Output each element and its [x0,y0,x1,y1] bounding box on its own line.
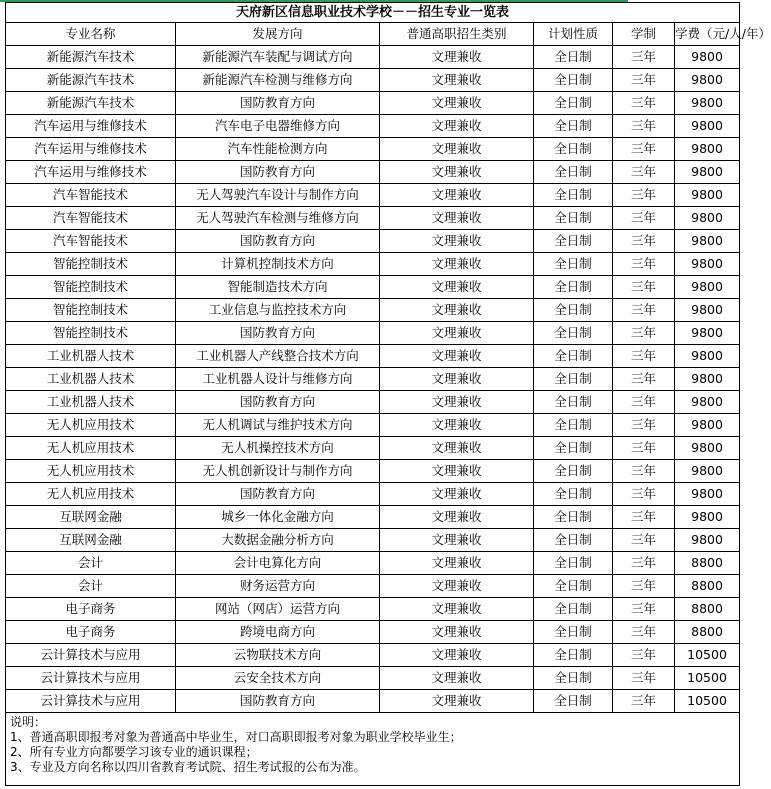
cell-category[interactable]: 文理兼收 [380,621,534,644]
cell-tuition[interactable]: 9800 [675,161,740,184]
cell-direction[interactable]: 网站（网店）运营方向 [176,598,380,621]
table-title[interactable]: 天府新区信息职业技术学校－－招生专业一览表 [6,3,740,23]
cell-direction[interactable]: 云物联技术方向 [176,644,380,667]
cell-plan-type[interactable]: 全日制 [534,46,613,69]
cell-plan-type[interactable]: 全日制 [534,276,613,299]
cell-plan-type[interactable]: 全日制 [534,230,613,253]
cell-major[interactable]: 互联网金融 [6,529,176,552]
cell-duration[interactable]: 三年 [613,667,675,690]
table-row [6,92,740,115]
cell-plan-type[interactable]: 全日制 [534,184,613,207]
cell-major[interactable]: 电子商务 [6,621,176,644]
cell-major[interactable]: 无人机应用技术 [6,414,176,437]
cell-duration[interactable]: 三年 [613,529,675,552]
cell-tuition[interactable]: 9800 [675,322,740,345]
cell-duration[interactable]: 三年 [613,437,675,460]
cell-tuition[interactable]: 9800 [675,460,740,483]
table-row [6,115,740,138]
cell-direction[interactable]: 会计电算化方向 [176,552,380,575]
cell-plan-type[interactable]: 全日制 [534,322,613,345]
cell-category[interactable]: 文理兼收 [380,207,534,230]
cell-category[interactable]: 文理兼收 [380,437,534,460]
note-line: 1、普通高职即报考对象为普通高中毕业生，对口高职即报考对象为职业学校毕业生； [10,730,462,744]
cell-major[interactable]: 互联网金融 [6,506,176,529]
cell-tuition[interactable]: 9800 [675,483,740,506]
cell-plan-type[interactable]: 全日制 [534,138,613,161]
header-category[interactable]: 普通高职招生类别 [380,23,534,46]
note-line: 3、专业及方向名称以四川省教育考试院、招生考试报的公布为准。 [10,760,366,774]
cell-major[interactable]: 汽车运用与维修技术 [6,115,176,138]
cell-duration[interactable]: 三年 [613,690,675,713]
cell-plan-type[interactable]: 全日制 [534,299,613,322]
notes-cell[interactable] [6,713,740,786]
cell-major[interactable]: 工业机器人技术 [6,368,176,391]
cell-plan-type[interactable]: 全日制 [534,345,613,368]
cell-duration[interactable]: 三年 [613,506,675,529]
cell-major[interactable]: 电子商务 [6,598,176,621]
cell-duration[interactable]: 三年 [613,460,675,483]
cell-major[interactable]: 新能源汽车技术 [6,69,176,92]
cell-major[interactable]: 无人机应用技术 [6,437,176,460]
cell-plan-type[interactable]: 全日制 [534,690,613,713]
cell-tuition[interactable]: 9800 [675,253,740,276]
cell-plan-type[interactable]: 全日制 [534,621,613,644]
cell-plan-type[interactable]: 全日制 [534,253,613,276]
cell-plan-type[interactable]: 全日制 [534,115,613,138]
notes-row [6,713,740,786]
table-row [6,368,740,391]
cell-major[interactable]: 云计算技术与应用 [6,644,176,667]
cell-duration[interactable]: 三年 [613,621,675,644]
cell-tuition[interactable]: 9800 [675,230,740,253]
cell-tuition[interactable]: 9800 [675,46,740,69]
cell-direction[interactable]: 国防教育方向 [176,322,380,345]
cell-duration[interactable]: 三年 [613,644,675,667]
cell-plan-type[interactable]: 全日制 [534,437,613,460]
cell-duration[interactable]: 三年 [613,230,675,253]
cell-duration[interactable]: 三年 [613,276,675,299]
cell-plan-type[interactable]: 全日制 [534,69,613,92]
cell-tuition[interactable]: 8800 [675,621,740,644]
table-row [6,621,740,644]
cell-tuition[interactable]: 8800 [675,552,740,575]
cell-tuition[interactable]: 9800 [675,414,740,437]
cell-tuition[interactable]: 9800 [675,391,740,414]
cell-category[interactable]: 文理兼收 [380,161,534,184]
cell-plan-type[interactable]: 全日制 [534,460,613,483]
table-row [6,276,740,299]
cell-direction[interactable]: 国防教育方向 [176,161,380,184]
cell-category[interactable]: 文理兼收 [380,276,534,299]
cell-duration[interactable]: 三年 [613,138,675,161]
table-row [6,437,740,460]
cell-duration[interactable]: 三年 [613,368,675,391]
cell-category[interactable]: 文理兼收 [380,368,534,391]
table-row [6,690,740,713]
cell-tuition[interactable]: 9800 [675,529,740,552]
cell-duration[interactable]: 三年 [613,69,675,92]
cell-plan-type[interactable]: 全日制 [534,552,613,575]
cell-tuition[interactable]: 9800 [675,184,740,207]
cell-direction[interactable]: 计算机控制技术方向 [176,253,380,276]
cell-duration[interactable]: 三年 [613,483,675,506]
table-row [6,345,740,368]
table-row [6,184,740,207]
cell-tuition[interactable]: 9800 [675,299,740,322]
cell-plan-type[interactable]: 全日制 [534,598,613,621]
table-row [6,322,740,345]
cell-tuition[interactable]: 8800 [675,598,740,621]
cell-major[interactable]: 汽车运用与维修技术 [6,138,176,161]
cell-duration[interactable]: 三年 [613,115,675,138]
cell-direction[interactable]: 工业机器人产线整合技术方向 [176,345,380,368]
cell-major[interactable]: 智能控制技术 [6,299,176,322]
cell-direction[interactable]: 新能源汽车检测与维修方向 [176,69,380,92]
cell-plan-type[interactable]: 全日制 [534,644,613,667]
cell-category[interactable]: 文理兼收 [380,69,534,92]
table-row [6,667,740,690]
header-tuition[interactable]: 学费（元/人/年） [675,23,740,46]
cell-plan-type[interactable]: 全日制 [534,414,613,437]
cell-duration[interactable]: 三年 [613,299,675,322]
cell-direction[interactable]: 工业信息与监控技术方向 [176,299,380,322]
cell-category[interactable]: 文理兼收 [380,345,534,368]
cell-tuition[interactable]: 10500 [675,644,740,667]
cell-tuition[interactable]: 9800 [675,207,740,230]
cell-duration[interactable]: 三年 [613,414,675,437]
cell-major[interactable]: 工业机器人技术 [6,345,176,368]
cell-category[interactable]: 文理兼收 [380,690,534,713]
cell-major[interactable]: 无人机应用技术 [6,460,176,483]
table-row [6,46,740,69]
cell-duration[interactable]: 三年 [613,345,675,368]
cell-tuition[interactable]: 9800 [675,506,740,529]
table-row [6,460,740,483]
cell-direction[interactable]: 无人机操控技术方向 [176,437,380,460]
cell-category[interactable]: 文理兼收 [380,506,534,529]
cell-major[interactable]: 智能控制技术 [6,276,176,299]
cell-duration[interactable]: 三年 [613,575,675,598]
cell-tuition[interactable]: 9800 [675,115,740,138]
cell-direction[interactable]: 国防教育方向 [176,391,380,414]
cell-duration[interactable]: 三年 [613,161,675,184]
header-direction[interactable]: 发展方向 [176,23,380,46]
cell-plan-type[interactable]: 全日制 [534,483,613,506]
cell-duration[interactable]: 三年 [613,207,675,230]
cell-category[interactable]: 文理兼收 [380,299,534,322]
cell-direction[interactable]: 大数据金融分析方向 [176,529,380,552]
cell-direction[interactable]: 汽车性能检测方向 [176,138,380,161]
cell-duration[interactable]: 三年 [613,253,675,276]
cell-tuition[interactable]: 9800 [675,276,740,299]
cell-direction[interactable]: 新能源汽车装配与调试方向 [176,46,380,69]
table-row [6,391,740,414]
cell-category[interactable]: 文理兼收 [380,253,534,276]
cell-plan-type[interactable]: 全日制 [534,667,613,690]
cell-plan-type[interactable]: 全日制 [534,207,613,230]
cell-direction[interactable]: 国防教育方向 [176,92,380,115]
table-row [6,161,740,184]
cell-major[interactable]: 新能源汽车技术 [6,92,176,115]
table-row [6,529,740,552]
cell-major[interactable]: 智能控制技术 [6,253,176,276]
cell-tuition[interactable]: 9800 [675,368,740,391]
cell-category[interactable]: 文理兼收 [380,414,534,437]
cell-major[interactable]: 会计 [6,575,176,598]
cell-tuition[interactable]: 9800 [675,138,740,161]
header-row [6,23,740,46]
enrollment-table [5,2,771,786]
cell-duration[interactable]: 三年 [613,184,675,207]
cell-tuition[interactable]: 8800 [675,575,740,598]
table-row [6,506,740,529]
cell-plan-type[interactable]: 全日制 [534,368,613,391]
cell-major[interactable]: 汽车运用与维修技术 [6,161,176,184]
table-row [6,414,740,437]
cell-plan-type[interactable]: 全日制 [534,391,613,414]
cell-plan-type[interactable]: 全日制 [534,92,613,115]
cell-category[interactable]: 文理兼收 [380,46,534,69]
cell-duration[interactable]: 三年 [613,598,675,621]
cell-major[interactable]: 汽车智能技术 [6,230,176,253]
cell-plan-type[interactable]: 全日制 [534,575,613,598]
table-row [6,299,740,322]
cell-duration[interactable]: 三年 [613,46,675,69]
cell-category[interactable]: 文理兼收 [380,667,534,690]
table-row [6,598,740,621]
table-row [6,69,740,92]
cell-direction[interactable]: 无人机调试与维护技术方向 [176,414,380,437]
cell-direction[interactable]: 无人驾驶汽车检测与维修方向 [176,207,380,230]
header-plan-type[interactable]: 计划性质 [534,23,613,46]
cell-category[interactable]: 文理兼收 [380,460,534,483]
cell-major[interactable]: 工业机器人技术 [6,391,176,414]
cell-direction[interactable]: 国防教育方向 [176,483,380,506]
cell-duration[interactable]: 三年 [613,552,675,575]
cell-direction[interactable]: 国防教育方向 [176,230,380,253]
table-row [6,253,740,276]
cell-major[interactable]: 智能控制技术 [6,322,176,345]
cell-category[interactable]: 文理兼收 [380,322,534,345]
cell-direction[interactable]: 云安全技术方向 [176,667,380,690]
cell-category[interactable]: 文理兼收 [380,138,534,161]
cell-direction[interactable]: 财务运营方向 [176,575,380,598]
cell-direction[interactable]: 无人机创新设计与制作方向 [176,460,380,483]
cell-category[interactable]: 文理兼收 [380,483,534,506]
cell-category[interactable]: 文理兼收 [380,115,534,138]
cell-direction[interactable]: 城乡一体化金融方向 [176,506,380,529]
table-row [6,644,740,667]
cell-duration[interactable]: 三年 [613,322,675,345]
cell-duration[interactable]: 三年 [613,92,675,115]
cell-category[interactable]: 文理兼收 [380,644,534,667]
table-row [6,483,740,506]
cell-plan-type[interactable]: 全日制 [534,529,613,552]
cell-direction[interactable]: 汽车电子电器维修方向 [176,115,380,138]
cell-tuition[interactable]: 10500 [675,667,740,690]
cell-major[interactable]: 无人机应用技术 [6,483,176,506]
cell-category[interactable]: 文理兼收 [380,391,534,414]
notes-heading: 说明： [10,715,47,729]
cell-category[interactable]: 文理兼收 [380,230,534,253]
table-row [6,207,740,230]
table-row [6,230,740,253]
cell-tuition[interactable]: 9800 [675,437,740,460]
cell-plan-type[interactable]: 全日制 [534,161,613,184]
cell-tuition[interactable]: 9800 [675,69,740,92]
cell-category[interactable]: 文理兼收 [380,575,534,598]
header-major[interactable]: 专业名称 [6,23,176,46]
cell-tuition[interactable]: 9800 [675,92,740,115]
cell-major[interactable]: 汽车智能技术 [6,184,176,207]
cell-direction[interactable]: 无人驾驶汽车设计与制作方向 [176,184,380,207]
cell-major[interactable]: 会计 [6,552,176,575]
table-row [6,138,740,161]
note-line: 2、所有专业方向都要学习该专业的通识课程； [10,745,258,759]
cell-category[interactable]: 文理兼收 [380,598,534,621]
table-row [6,552,740,575]
cell-plan-type[interactable]: 全日制 [534,506,613,529]
cell-category[interactable]: 文理兼收 [380,529,534,552]
cell-tuition[interactable]: 9800 [675,345,740,368]
cell-direction[interactable]: 智能制造技术方向 [176,276,380,299]
header-duration[interactable]: 学制 [613,23,675,46]
cell-major[interactable]: 新能源汽车技术 [6,46,176,69]
cell-direction[interactable]: 国防教育方向 [176,690,380,713]
cell-category[interactable]: 文理兼收 [380,552,534,575]
cell-major[interactable]: 云计算技术与应用 [6,667,176,690]
cell-tuition[interactable]: 10500 [675,690,740,713]
table-row [6,575,740,598]
cell-direction[interactable]: 跨境电商方向 [176,621,380,644]
cell-major[interactable]: 云计算技术与应用 [6,690,176,713]
cell-category[interactable]: 文理兼收 [380,92,534,115]
cell-direction[interactable]: 工业机器人设计与维修方向 [176,368,380,391]
cell-category[interactable]: 文理兼收 [380,184,534,207]
cell-major[interactable]: 汽车智能技术 [6,207,176,230]
cell-duration[interactable]: 三年 [613,391,675,414]
